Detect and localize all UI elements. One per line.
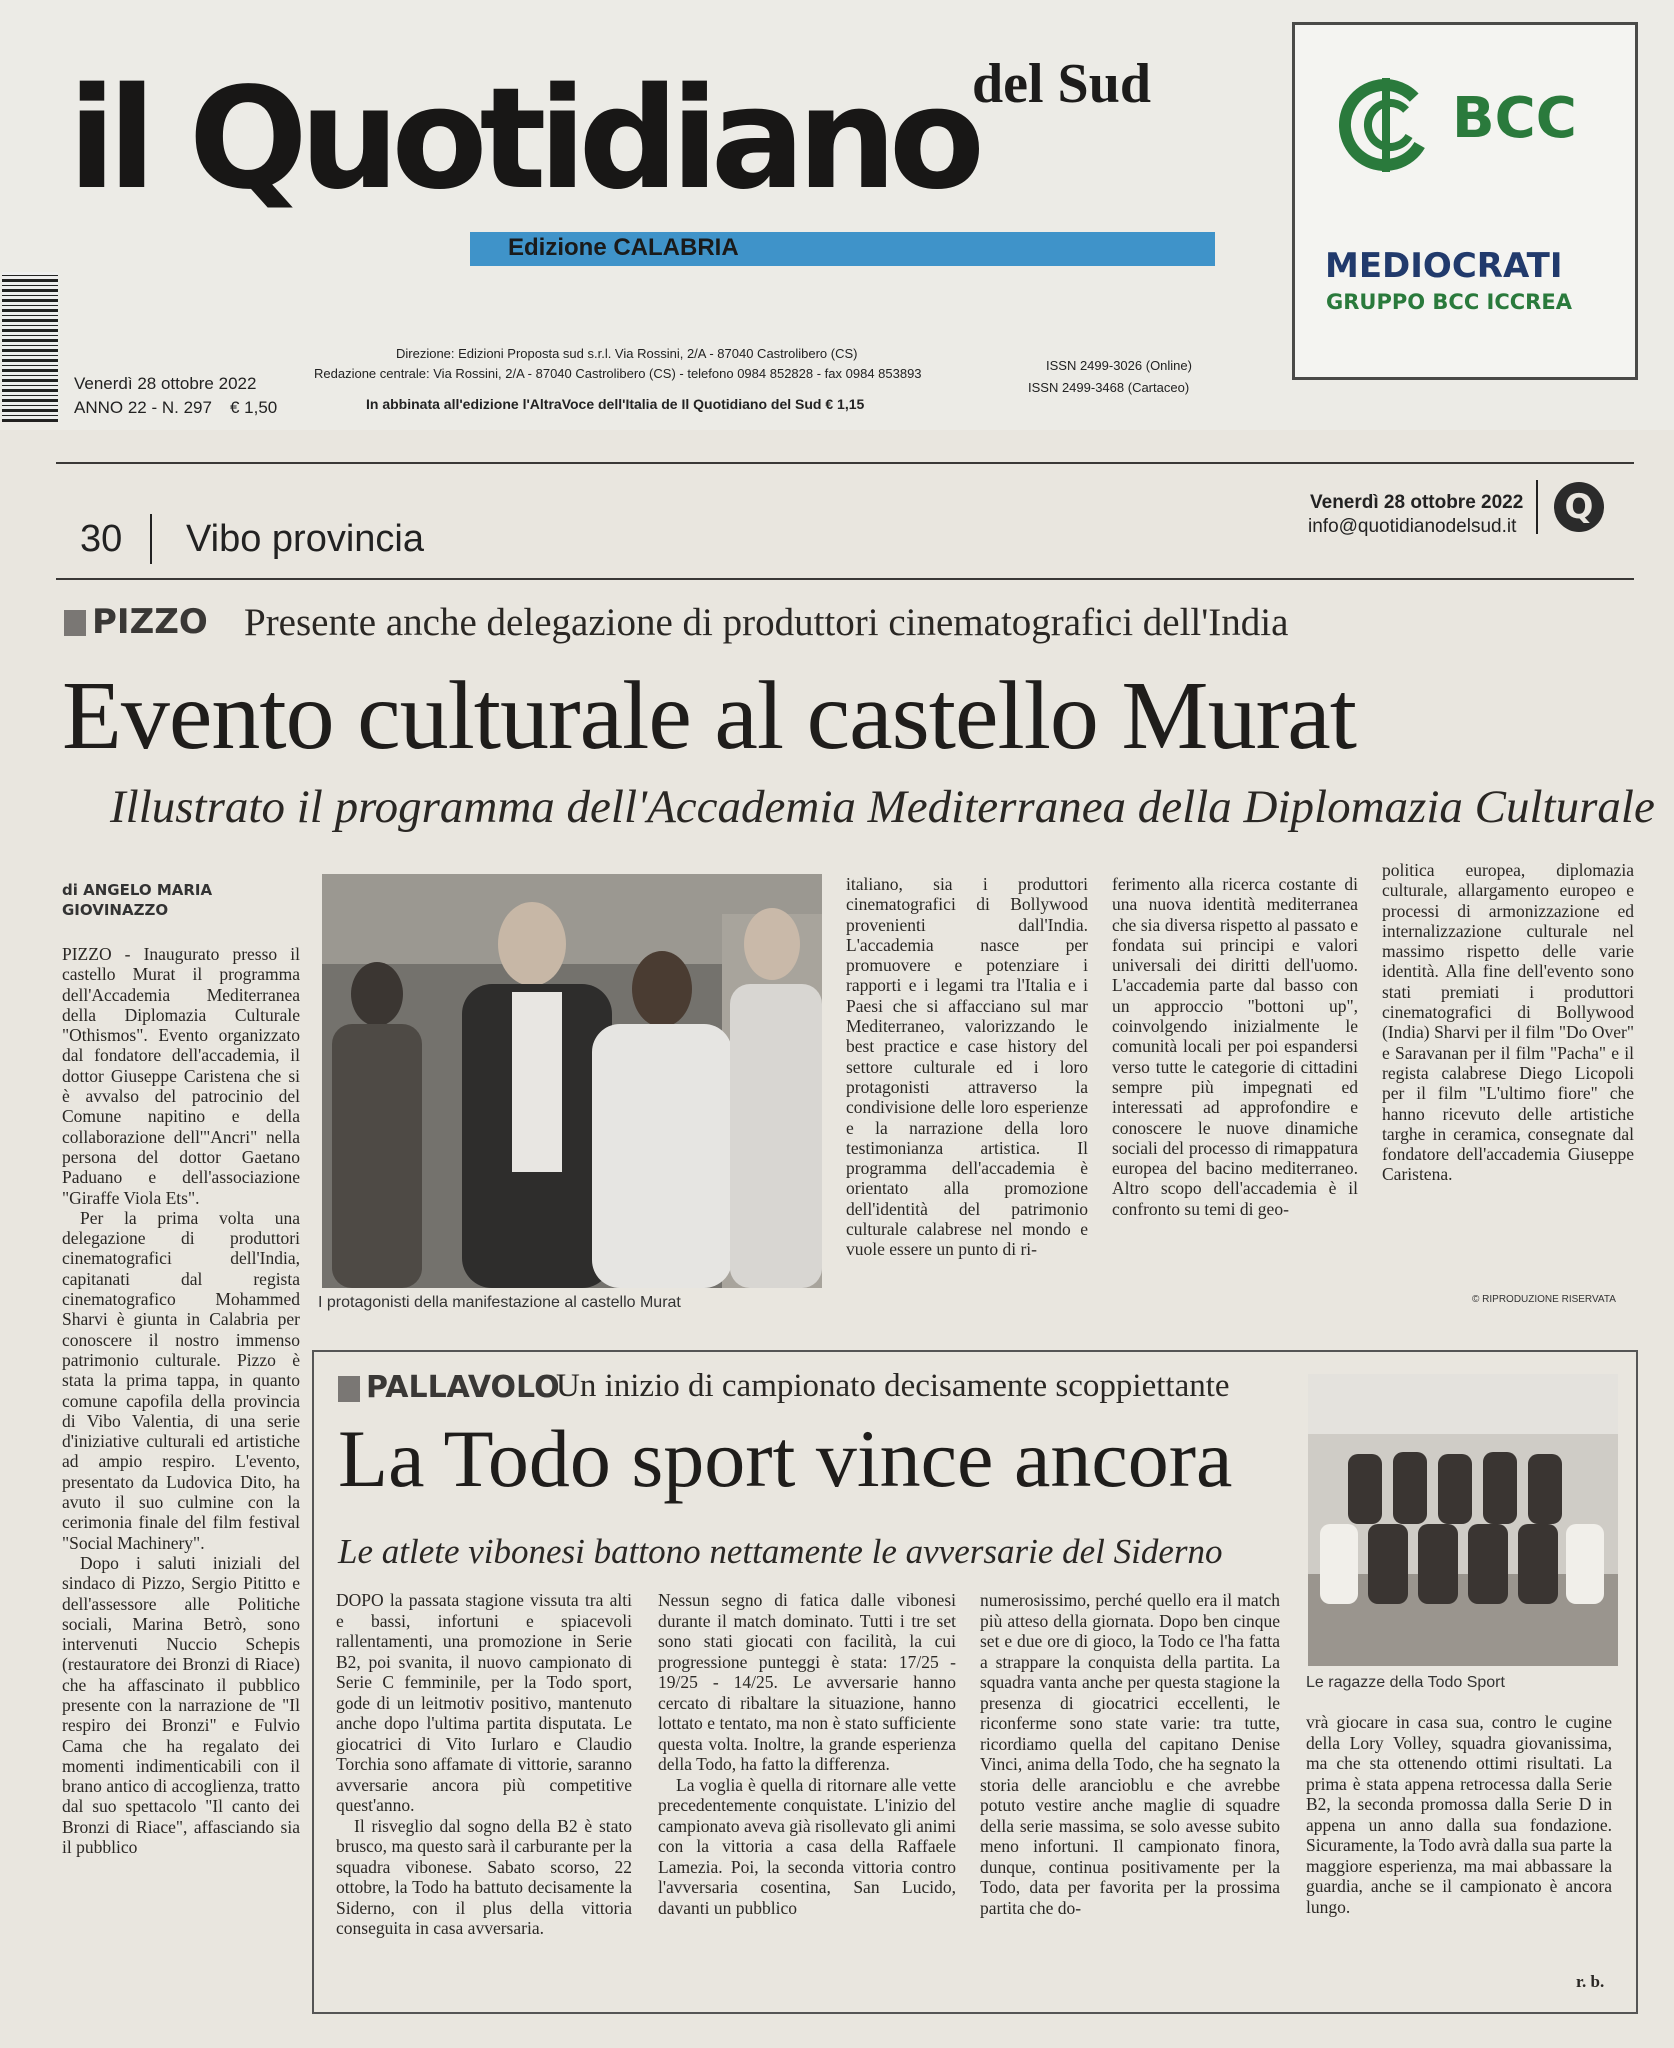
bcc-logo-icon xyxy=(1330,70,1440,180)
article1-photo xyxy=(322,874,822,1288)
kicker-square-icon xyxy=(64,610,86,636)
page-number: 30 xyxy=(80,518,123,560)
paragraph: La voglia è quella di ritornare alle vette precedentemente conquistate. L'inizio del campionato aveva già risollevato gli animi con la vittoria a casa della Raffaele Lamezia. Poi, la seconda vittoria contro l'avversaria cosentina, San Lucido, davanti un pubblico xyxy=(658,1774,956,1918)
kicker-square-icon xyxy=(338,1376,360,1402)
article1-headline: Evento culturale al castello Murat xyxy=(62,662,1356,770)
byline-line: GIOVINAZZO xyxy=(62,901,169,919)
article1-column-4: politica europea, diplomazia culturale, allargamento europeo e processi di armonizzazione ed internalizzazione culturale nel massimo rispetto delle varie identità. Alla fine dell'evento sono stati premiati i produttori cinematografici di Bollywood (India) Sharvi per il film "Do Over" e Saravanan per il film "Pacha" e il regista calabrese Diego Licopoli per il film "L'ultimo fiore" che hanno ricevuto delle artistiche targhe in ceramica, consegnate dal fondatore dell'accademia Giuseppe Caristena. xyxy=(1382,860,1634,1185)
edition-label: Edizione CALABRIA xyxy=(508,234,739,261)
paragraph: Nessun segno di fatica dalle vibonesi durante il match dominato. Tutti i tre set sono stati giocati con facilità, la cui progressione punteggi è stata: 17/25 - 19/25 - 14/25. Le avversarie hanno cercato di ribaltare la situazione, hanno lottato e tentato, ma non è stato sufficiente questa volta. Inoltre, la grande esperienza della Todo, ha fatto la differenza. xyxy=(658,1590,956,1774)
redaction-info: Redazione centrale: Via Rossini, 2/A - 87040 Castrolibero (CS) - telefono 0984 852828 - fax 0984 853893 xyxy=(314,366,922,381)
article1-column-2: italiano, sia i produttori cinematografici di Bollywood provenienti dall'India. L'accademia nasce per promuovere e potenziare i rapporti e i legami tra l'Italia e i Paesi che si affacciano sul mar Mediterraneo, valorizzando le best practice e case history del settore culturale ed i loro protagonisti attraverso la condivisione delle loro esperienze e la narrazione della loro testimonianza artistica. Il programma dell'accademia è orientato alla promozione dell'identità del patrimonio culturale calabrese nel mondo e vuole essere un punto di ri- xyxy=(846,874,1088,1260)
article2-photo xyxy=(1308,1374,1618,1666)
issue-price: € 1,50 xyxy=(230,398,278,417)
paragraph: Dopo i saluti iniziali del sindaco di Pizzo, Sergio Pititto e dell'assessore alle Politiche sociali, Marina Betrò, sono intervenuti Nuccio Schepis (restauratore dei Bronzi di Riace) che ha affascinato il pubblico presente con la narrazione de "Il respiro dei Bronzi" e Fulvio Cama che ha regalato dei momenti indimenticabili con il brano antico di accoglienza, tratto dal suo spettacolo "Il canto dei Bronzi di Riace", affasciando sia il pubblico xyxy=(62,1552,300,1858)
section-title: Vibo provincia xyxy=(186,518,425,560)
divider xyxy=(1536,480,1538,534)
article2-column-3: numerosissimo, perché quello era il match più atteso della giornata. Dopo ben cinque set e due ore di gioco, la Todo ce l'ha fatta a strappare la conquista della partita. La squadra vanta anche per questa stagione la presenza di giocatrici eccellenti, le riconferme sono state varie: tra tutte, ricordiamo quella del capitano Denise Vinci, anima della Todo, che ha segnato la storia delle arancioblu e che avrebbe potuto vestire anche maglie di squadre della serie massima, se solo avesse subito meno infortuni. Il campionato finora, dunque, continua positivamente per la Todo, data per favorita per la prossima partita che do- xyxy=(980,1590,1280,1918)
article2-kicker-text: Un inizio di campionato decisamente scoppiettante xyxy=(556,1368,1230,1404)
paragraph: PIZZO - Inaugurato presso il castello Murat il programma dell'Accademia Mediterranea della Diplomazia Culturale "Othismos". Evento organizzato dal fondatore dell'accademia, il dottor Giuseppe Caristena che si è avvalso del patrocinio del Comune napitino e della collaborazione dell'"Ancri" nella persona del dottor Gaetano Paduano e dell'associazione "Giraffe Viola Ets". xyxy=(62,944,300,1208)
article2-column-4: vrà giocare in casa sua, contro le cugine della Lory Volley, squadra giovanissima, ma che sta ottenendo ottimi risultati. La prima è stata appena retrocessa dalla Serie B2, la seconda promossa dalla Serie D in appena un anno dalla sua fondazione. Sicuramente, la Todo avrà dalla sua parte la maggiore esperienza, ma mai abbassare la guardia, anche se il campionato è ancora lungo. xyxy=(1306,1712,1612,1917)
copyright-notice: © RIPRODUZIONE RISERVATA xyxy=(1472,1294,1616,1305)
article1-kicker: PIZZO xyxy=(92,602,208,642)
page-date: Venerdì 28 ottobre 2022 xyxy=(1310,492,1524,513)
group-photo-image xyxy=(322,874,822,1288)
article2-headline: La Todo sport vince ancora xyxy=(338,1413,1233,1504)
article2-signature: r. b. xyxy=(1576,1972,1605,1991)
issn-online: ISSN 2499-3026 (Online) xyxy=(1046,358,1192,373)
page-email: info@quotidianodelsud.it xyxy=(1308,516,1517,537)
issue-date: Venerdì 28 ottobre 2022 xyxy=(74,374,257,393)
article1-kicker-text: Presente anche delegazione di produttori cinematografici dell'India xyxy=(244,601,1289,644)
article2-kicker: PALLAVOLO xyxy=(366,1370,560,1405)
article1-column-1 xyxy=(62,944,300,1857)
paragraph: DOPO la passata stagione vissuta tra alti e bassi, infortuni e spiacevoli rallentamenti, una promozione in Serie B2, poi svanita, il nuovo campionato di Serie C femminile, per la Todo sport, gode di un leitmotiv positivo, mantenuto anche dopo l'ultima partita disputata. Le giocatrici di Vito Iurlaro e Claudio Torchia sono affamate di vittorie, saranno avversarie ancora più competitive quest'anno. xyxy=(336,1590,632,1815)
quotidiano-q-icon: Q xyxy=(1554,482,1604,532)
issn-print: ISSN 2499-3468 (Cartaceo) xyxy=(1028,380,1190,395)
article2-column-2 xyxy=(658,1590,956,1918)
bcc-name: MEDIOCRATI xyxy=(1325,246,1563,286)
bcc-group: GRUPPO BCC ICCREA xyxy=(1326,290,1572,314)
issue-number: ANNO 22 - N. 297 xyxy=(74,398,212,417)
team-photo-image xyxy=(1308,1374,1618,1666)
divider xyxy=(56,578,1634,580)
article2-photo-caption: Le ragazze della Todo Sport xyxy=(1306,1674,1505,1691)
paragraph: Il risveglio dal sogno della B2 è stato brusco, ma questo sarà il carburante per la squadra vibonese. Sabato scorso, 22 ottobre, la Todo ha battuto decisamente la Siderno, con il plus della vittoria conseguita in casa avversaria. xyxy=(336,1815,632,1938)
newspaper-logo-suffix: del Sud xyxy=(972,53,1151,115)
article1-subhead: Illustrato il programma dell'Accademia Mediterranea della Diplomazia Culturale xyxy=(110,781,1655,833)
barcode-icon xyxy=(2,272,58,422)
direction-info: Direzione: Edizioni Proposta sud s.r.l. Via Rossini, 2/A - 87040 Castrolibero (CS) xyxy=(396,346,858,361)
divider xyxy=(150,514,152,564)
article2-subhead: Le atlete vibonesi battono nettamente le avversarie del Siderno xyxy=(338,1532,1223,1571)
article1-byline xyxy=(62,880,212,920)
combined-edition-info: In abbinata all'edizione l'AltraVoce dell'Italia de Il Quotidiano del Sud € 1,15 xyxy=(366,396,865,412)
article1-column-3: ferimento alla ricerca costante di una nuova identità mediterranea che sia diversa rispetto al passato e fondata sui principi e valori universali dei diritti dell'uomo. L'accademia parte dal basso con un approccio "bottoni up", coinvolgendo inizialmente le comunità locali per poi espandersi verso tutte le categorie di cittadini sempre più impegnati ed interessati ad approfondire e conoscere le nuove dinamiche sociali del processo di rimappatura europea del bacino mediterraneo. Altro scopo dell'accademia è il confronto su temi di geo- xyxy=(1112,874,1358,1219)
article1-photo-caption: I protagonisti della manifestazione al castello Murat xyxy=(318,1294,681,1311)
newspaper-logo: il Quotidiano xyxy=(68,58,978,221)
article2-column-1 xyxy=(336,1590,632,1939)
paragraph: Per la prima volta una delegazione di produttori cinematografici dell'India, capitanati dal regista cinematografico Mohammed Sharvi è giunta in Calabria per conoscere il nostro immenso patrimonio culturale. Pizzo è stata la prima tappa, in quanto comune capofila della provincia di Vibo Valentia, di una serie d'iniziative culturali ed artistiche ad ampio respiro. L'evento, presentato da Ludovica Dito, ha avuto il suo culmine con la cerimonia finale del film festival "Social Machinery". xyxy=(62,1207,300,1553)
byline-line: di ANGELO MARIA xyxy=(62,881,213,899)
masthead xyxy=(0,0,1674,430)
divider xyxy=(56,462,1634,464)
bcc-brand: BCC xyxy=(1452,86,1577,151)
